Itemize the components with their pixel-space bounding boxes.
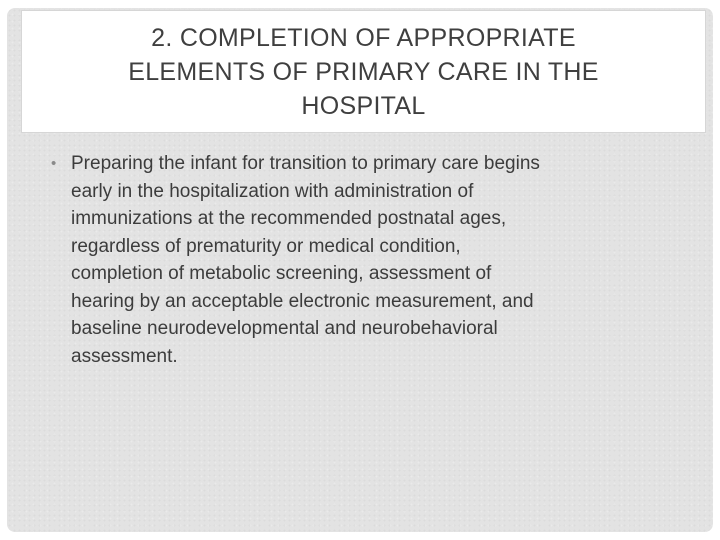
title-box xyxy=(21,10,706,133)
bullet-list xyxy=(51,150,691,370)
bullet-line-2: early in the hospitalization with administration of xyxy=(71,180,474,202)
slide xyxy=(7,8,713,532)
bullet-line-1: Preparing the infant for transition to primary care begins xyxy=(71,153,540,174)
bullet-line-5: completion of metabolic screening, assessment of xyxy=(71,263,492,284)
bullet-line-8: assessment. xyxy=(71,345,178,367)
bullet-line-7: baseline neurodevelopmental and neurobehavioral xyxy=(71,318,498,339)
slide-title: 2. COMPLETION OF APPROPRIATE ELEMENTS OF PRIMARY CARE IN THE HOSPITAL xyxy=(128,23,599,120)
bullet-line-6: hearing by an acceptable electronic measurement, and xyxy=(71,290,534,312)
bullet-line-3: immunizations at the recommended postnatal ages, xyxy=(71,208,507,229)
bullet-item xyxy=(51,150,691,370)
bullet-marker: • xyxy=(51,155,57,172)
slide-content xyxy=(51,150,691,370)
bullet-line-4: regardless of prematurity or medical condition, xyxy=(71,235,461,257)
